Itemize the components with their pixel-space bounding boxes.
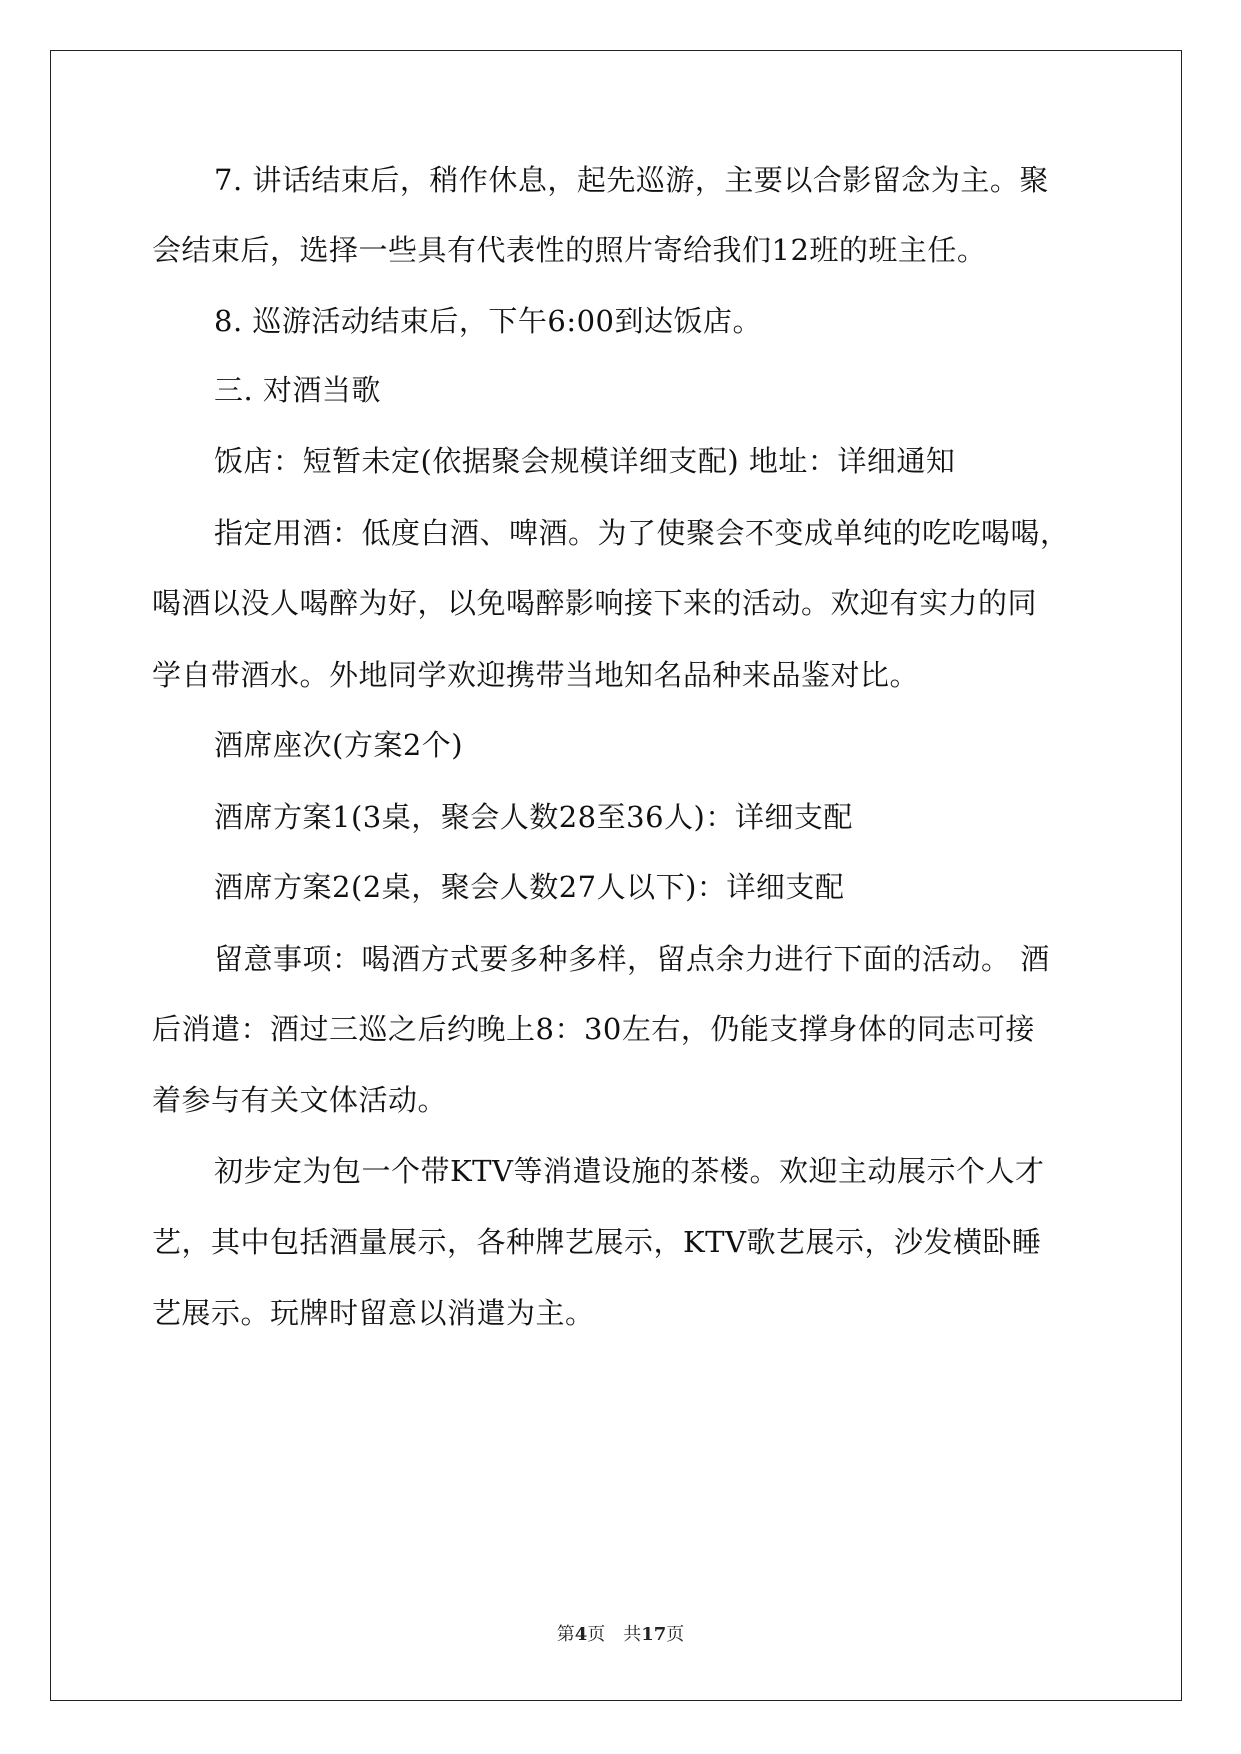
paragraph-line: 喝酒以没人喝醉为好，以免喝醉影响接下来的活动。欢迎有实力的同	[152, 586, 1038, 620]
paragraph-line: 艺，其中包括酒量展示，各种牌艺展示，KTV歌艺展示，沙发横卧睡	[152, 1225, 1042, 1259]
footer-prefix: 第	[556, 1624, 575, 1645]
paragraph-line: 留意事项：喝酒方式要多种多样，留点余力进行下面的活动。 酒	[214, 942, 1050, 976]
paragraph-line: 7. 讲话结束后，稍作休息，起先巡游，主要以合影留念为主。聚	[214, 163, 1049, 197]
footer-middle: 页 共	[587, 1624, 642, 1645]
paragraph-line: 着参与有关文体活动。	[152, 1083, 448, 1117]
total-page-number: 17	[641, 1624, 667, 1645]
paragraph-line: 艺展示。玩牌时留意以消遣为主。	[152, 1296, 595, 1330]
paragraph-line: 8. 巡游活动结束后，下午6:00到达饭店。	[214, 304, 763, 338]
paragraph-line: 饭店：短暂未定(依据聚会规模详细支配) 地址：详细通知	[214, 444, 956, 478]
paragraph-line: 后消遣：酒过三巡之后约晚上8：30左右，仍能支撑身体的同志可接	[152, 1012, 1035, 1046]
paragraph-line: 酒席座次(方案2个)	[214, 728, 464, 762]
paragraph-line: 酒席方案2(2桌，聚会人数27人以下)：详细支配	[214, 870, 845, 904]
page-footer	[0, 1620, 1241, 1646]
footer-suffix: 页	[666, 1624, 685, 1645]
paragraph-line: 酒席方案1(3桌，聚会人数28至36人)：详细支配	[214, 800, 853, 834]
paragraph-line: 学自带酒水。外地同学欢迎携带当地知名品种来品鉴对比。	[152, 658, 920, 692]
paragraph-line: 指定用酒：低度白酒、啤酒。为了使聚会不变成单纯的吃吃喝喝，	[214, 516, 1070, 550]
section-heading: 三. 对酒当歌	[214, 373, 381, 407]
paragraph-line: 初步定为包一个带KTV等消遣设施的茶楼。欢迎主动展示个人才	[214, 1154, 1045, 1188]
current-page-number: 4	[574, 1624, 588, 1645]
paragraph-line: 会结束后，选择一些具有代表性的照片寄给我们12班的班主任。	[152, 233, 987, 267]
